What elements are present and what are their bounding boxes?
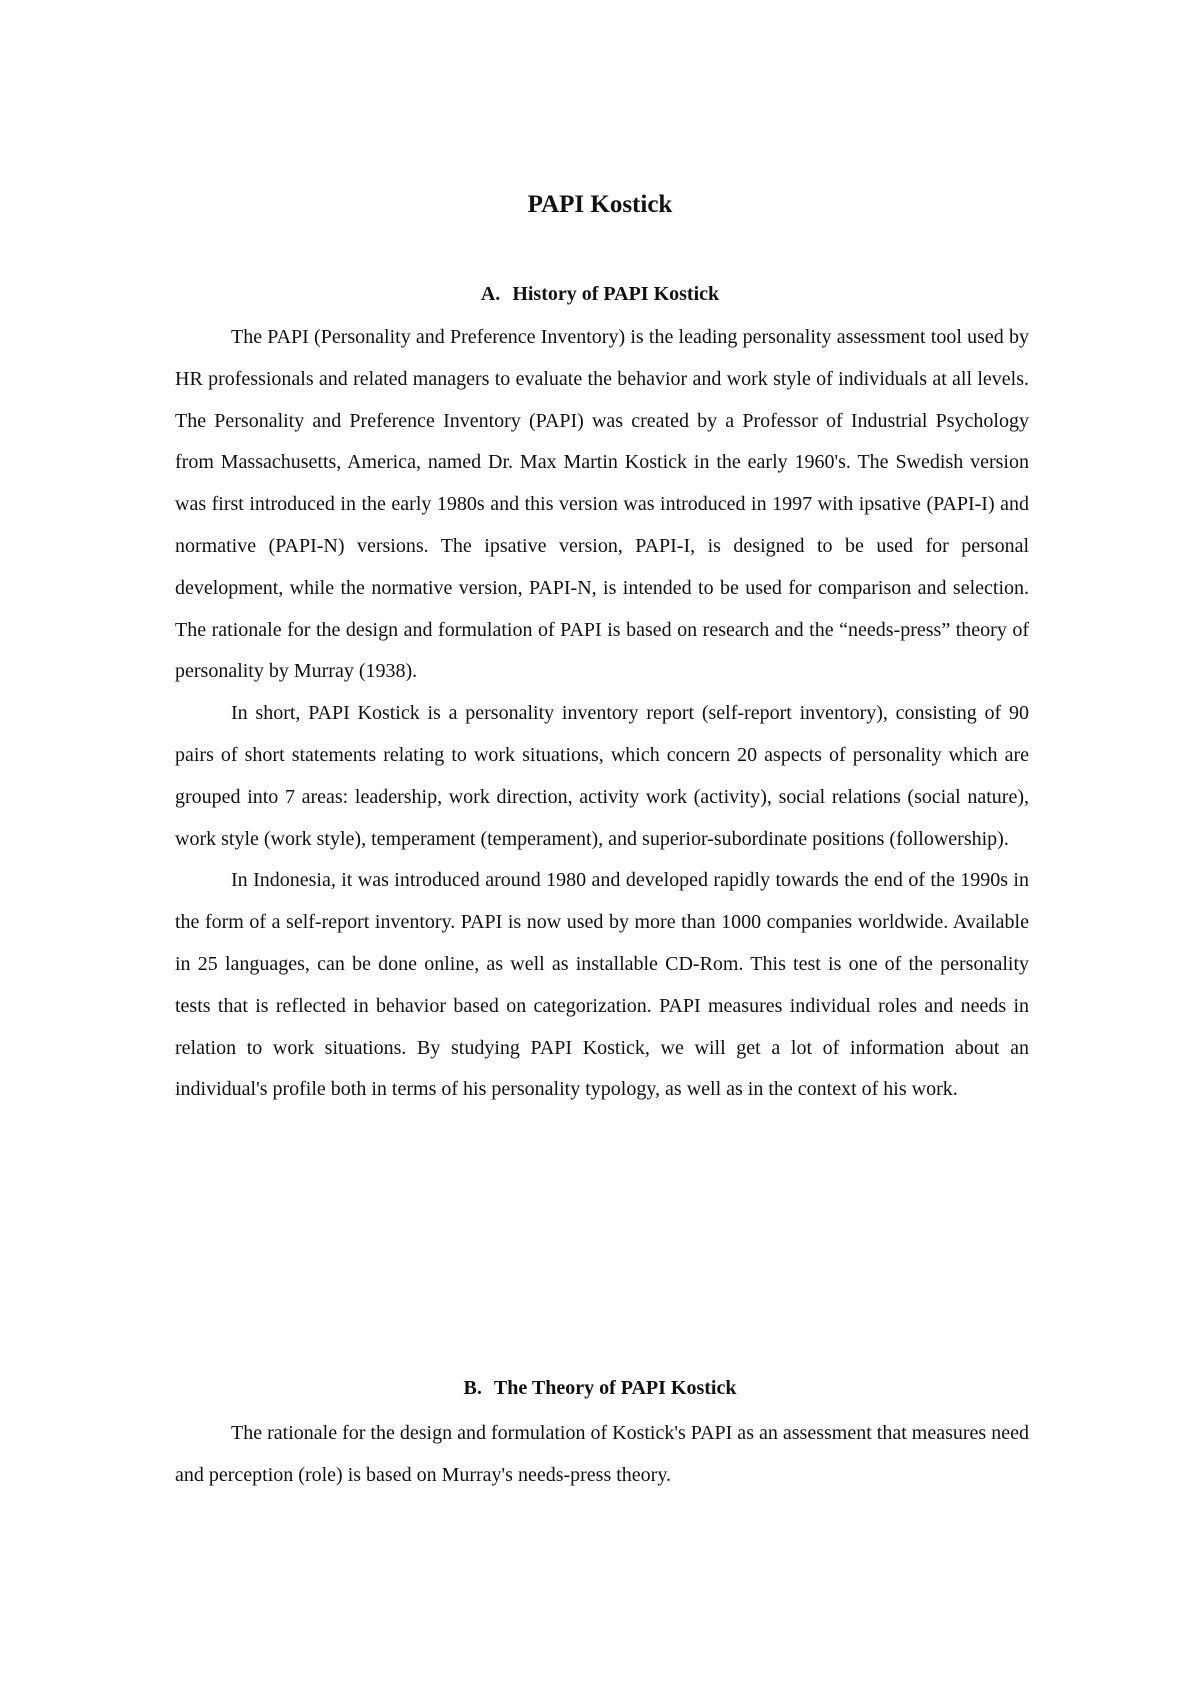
paragraph: In Indonesia, it was introduced around 1980 and developed rapidly towards the end of the 1990s in the form of a self-report inventory. PAPI is now used by more than 1000 companies worldwide. Available in 25 languages, can be done online, as well as installable CD-Rom. This test is one of the personality tests that is reflected in behavior based on categorization. PAPI measures individual roles and needs in relation to work situations. By studying PAPI Kostick, we will get a lot of information about an individual's profile both in terms of his personality typology, as well as in the context of his work. bbox=[175, 869, 1029, 1101]
section-b-letter: B. bbox=[463, 1377, 482, 1399]
section-a-title: History of PAPI Kostick bbox=[512, 283, 720, 305]
section-b-body bbox=[175, 1413, 1029, 1497]
section-b-title: The Theory of PAPI Kostick bbox=[493, 1377, 737, 1399]
paragraph: In short, PAPI Kostick is a personality inventory report (self-report inventory), consisting of 90 pairs of short statements relating to work situations, which concern 20 aspects of personality which are grouped into 7 areas: leadership, work direction, activity work (activity), social relations (social nature), work style (work style), temperament (temperament), and superior-subordinate positions (followership). bbox=[175, 702, 1029, 850]
section-a-body bbox=[175, 317, 1029, 1111]
section-a-letter: A. bbox=[480, 283, 501, 305]
section-a-heading bbox=[0, 280, 1200, 308]
document-title: PAPI Kostick bbox=[527, 191, 673, 218]
section-b-heading bbox=[0, 1374, 1200, 1402]
paragraph: The PAPI (Personality and Preference Inventory) is the leading personality assessment tool used by HR professionals and related managers to evaluate the behavior and work style of individuals at all levels. The Personality and Preference Inventory (PAPI) was created by a Professor of Industrial Psychology from Massachusetts, America, named Dr. Max Martin Kostick in the early 1960's. The Swedish version was first introduced in the early 1980s and this version was introduced in 1997 with ipsative (PAPI-I) and normative (PAPI-N) versions. The ipsative version, PAPI-I, is designed to be used for personal development, while the normative version, PAPI-N, is intended to be used for comparison and selection. The rationale for the design and formulation of PAPI is based on research and the “needs-press” theory of personality by Murray (1938). bbox=[175, 326, 1029, 683]
paragraph: The rationale for the design and formulation of Kostick's PAPI as an assessment that measures need and perception (role) is based on Murray's needs-press theory. bbox=[175, 1422, 1029, 1486]
